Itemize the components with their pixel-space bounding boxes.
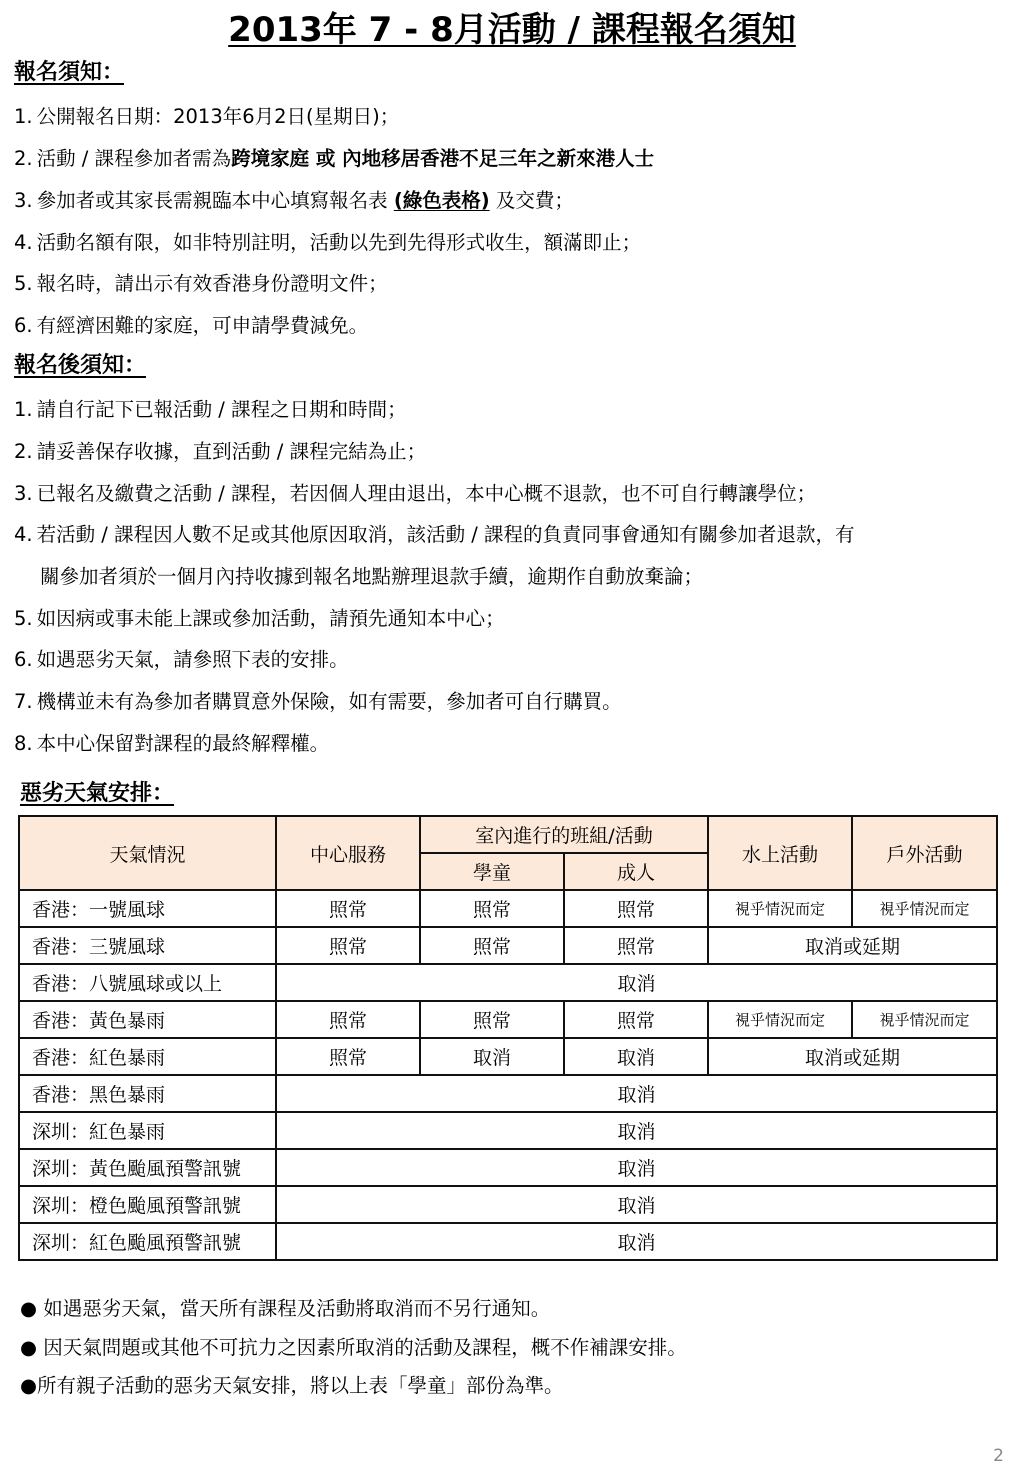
list-item: 6. 如遇惡劣天氣，請參照下表的安排。 <box>14 648 349 671</box>
list-item: 5. 報名時，請出示有效香港身份證明文件； <box>14 272 388 295</box>
header-children: 學童 <box>420 853 564 890</box>
table-cell: 照常 <box>276 1001 420 1038</box>
table-cell: 取消或延期 <box>708 1038 997 1075</box>
table-cell: 視乎情況而定 <box>852 890 997 927</box>
table-row <box>19 1149 997 1186</box>
bullet-note: ● 因天氣問題或其他不可抗力之因素所取消的活動及課程，概不作補課安排。 <box>20 1336 687 1359</box>
list-item: 6. 有經濟困難的家庭，可申請學費減免。 <box>14 314 369 337</box>
table-cell: 照常 <box>564 890 708 927</box>
table-cell: 照常 <box>564 927 708 964</box>
list-item: 7. 機構並未有為參加者購買意外保險，如有需要，參加者可自行購買。 <box>14 690 622 713</box>
page-title: 2013年 7 - 8月活動 / 課程報名須知 <box>228 10 796 50</box>
header-outdoor-activities: 戶外活動 <box>852 816 997 890</box>
table-row <box>19 1038 997 1075</box>
table-cell: 視乎情況而定 <box>852 1001 997 1038</box>
table-row <box>19 927 997 964</box>
bullet-note: ●所有親子活動的惡劣天氣安排，將以上表「學童」部份為準。 <box>20 1374 564 1397</box>
list-item: 3. 已報名及繳費之活動 / 課程，若因個人理由退出，本中心概不退款，也不可自行轉讓學位； <box>14 482 817 505</box>
registration-notes-heading: 報名須知： <box>14 60 125 85</box>
table-cell: 視乎情況而定 <box>708 890 852 927</box>
table-row <box>19 1186 997 1223</box>
condition-cell: 香港：八號風球或以上 <box>19 964 276 1001</box>
bullet-note: ● 如遇惡劣天氣，當天所有課程及活動將取消而不另行通知。 <box>20 1297 551 1320</box>
header-condition: 天氣情況 <box>19 816 276 890</box>
list-item: 1. 公開報名日期：2013年6月2日(星期日)； <box>14 105 400 128</box>
table-cell: 視乎情況而定 <box>708 1001 852 1038</box>
table-cell: 照常 <box>420 927 564 964</box>
table-cell: 照常 <box>276 927 420 964</box>
table-cell: 照常 <box>420 1001 564 1038</box>
table-cell: 取消 <box>276 1149 997 1186</box>
table-cell: 取消 <box>276 1112 997 1149</box>
list-item: 3. 參加者或其家長需親臨本中心填寫報名表 (綠色表格) 及交費； <box>14 189 574 212</box>
list-item: 4. 若活動 / 課程因人數不足或其他原因取消，該活動 / 課程的負責同事會通知有關參加者退款，有 <box>14 523 855 546</box>
condition-cell: 深圳：紅色颱風預警訊號 <box>19 1223 276 1260</box>
table-cell: 取消 <box>420 1038 564 1075</box>
list-item: 2. 請妥善保存收據，直到活動 / 課程完結為止； <box>14 440 427 463</box>
table-cell: 取消 <box>564 1038 708 1075</box>
condition-cell: 香港：一號風球 <box>19 890 276 927</box>
table-row <box>19 1112 997 1149</box>
weather-arrangement-table <box>18 815 998 1261</box>
list-item: 5. 如因病或事未能上課或參加活動，請預先通知本中心； <box>14 607 505 630</box>
header-centre-service: 中心服務 <box>276 816 420 890</box>
list-item: 1. 請自行記下已報活動 / 課程之日期和時間； <box>14 398 407 421</box>
condition-cell: 深圳：橙色颱風預警訊號 <box>19 1186 276 1223</box>
after-registration-heading: 報名後須知： <box>14 353 147 378</box>
table-cell: 照常 <box>276 1038 420 1075</box>
table-cell: 照常 <box>276 890 420 927</box>
green-form-text: (綠色表格) <box>393 189 490 212</box>
header-indoor: 室內進行的班組/活動 <box>420 816 708 853</box>
list-item-continuation: 關參加者須於一個月內持收據到報名地點辦理退款手續，逾期作自動放棄論； <box>40 565 704 588</box>
page-number: 2 <box>993 1446 1004 1466</box>
table-cell: 取消 <box>276 1186 997 1223</box>
condition-cell: 香港：黃色暴雨 <box>19 1001 276 1038</box>
list-item: 4. 活動名額有限，如非特別註明，活動以先到先得形式收生，額滿即止； <box>14 231 642 254</box>
table-cell: 取消或延期 <box>708 927 997 964</box>
condition-cell: 香港：三號風球 <box>19 927 276 964</box>
list-item: 8. 本中心保留對課程的最終解釋權。 <box>14 732 330 755</box>
weather-arrangement-heading: 惡劣天氣安排： <box>20 781 175 806</box>
eligibility-text: 跨境家庭 或 內地移居香港不足三年之新來港人士 <box>231 147 655 170</box>
condition-cell: 香港：黑色暴雨 <box>19 1075 276 1112</box>
header-water-activities: 水上活動 <box>708 816 852 890</box>
table-cell: 取消 <box>276 964 997 1001</box>
table-row <box>19 890 997 927</box>
table-cell: 照常 <box>564 1001 708 1038</box>
table-cell: 取消 <box>276 1223 997 1260</box>
header-adults: 成人 <box>564 853 708 890</box>
list-item: 2. 活動 / 課程參加者需為跨境家庭 或 內地移居香港不足三年之新來港人士 <box>14 147 655 170</box>
table-row <box>19 1075 997 1112</box>
table-row <box>19 964 997 1001</box>
table-row <box>19 1223 997 1260</box>
condition-cell: 香港：紅色暴雨 <box>19 1038 276 1075</box>
condition-cell: 深圳：紅色暴雨 <box>19 1112 276 1149</box>
table-cell: 取消 <box>276 1075 997 1112</box>
table-cell: 照常 <box>420 890 564 927</box>
table-row <box>19 1001 997 1038</box>
condition-cell: 深圳：黃色颱風預警訊號 <box>19 1149 276 1186</box>
